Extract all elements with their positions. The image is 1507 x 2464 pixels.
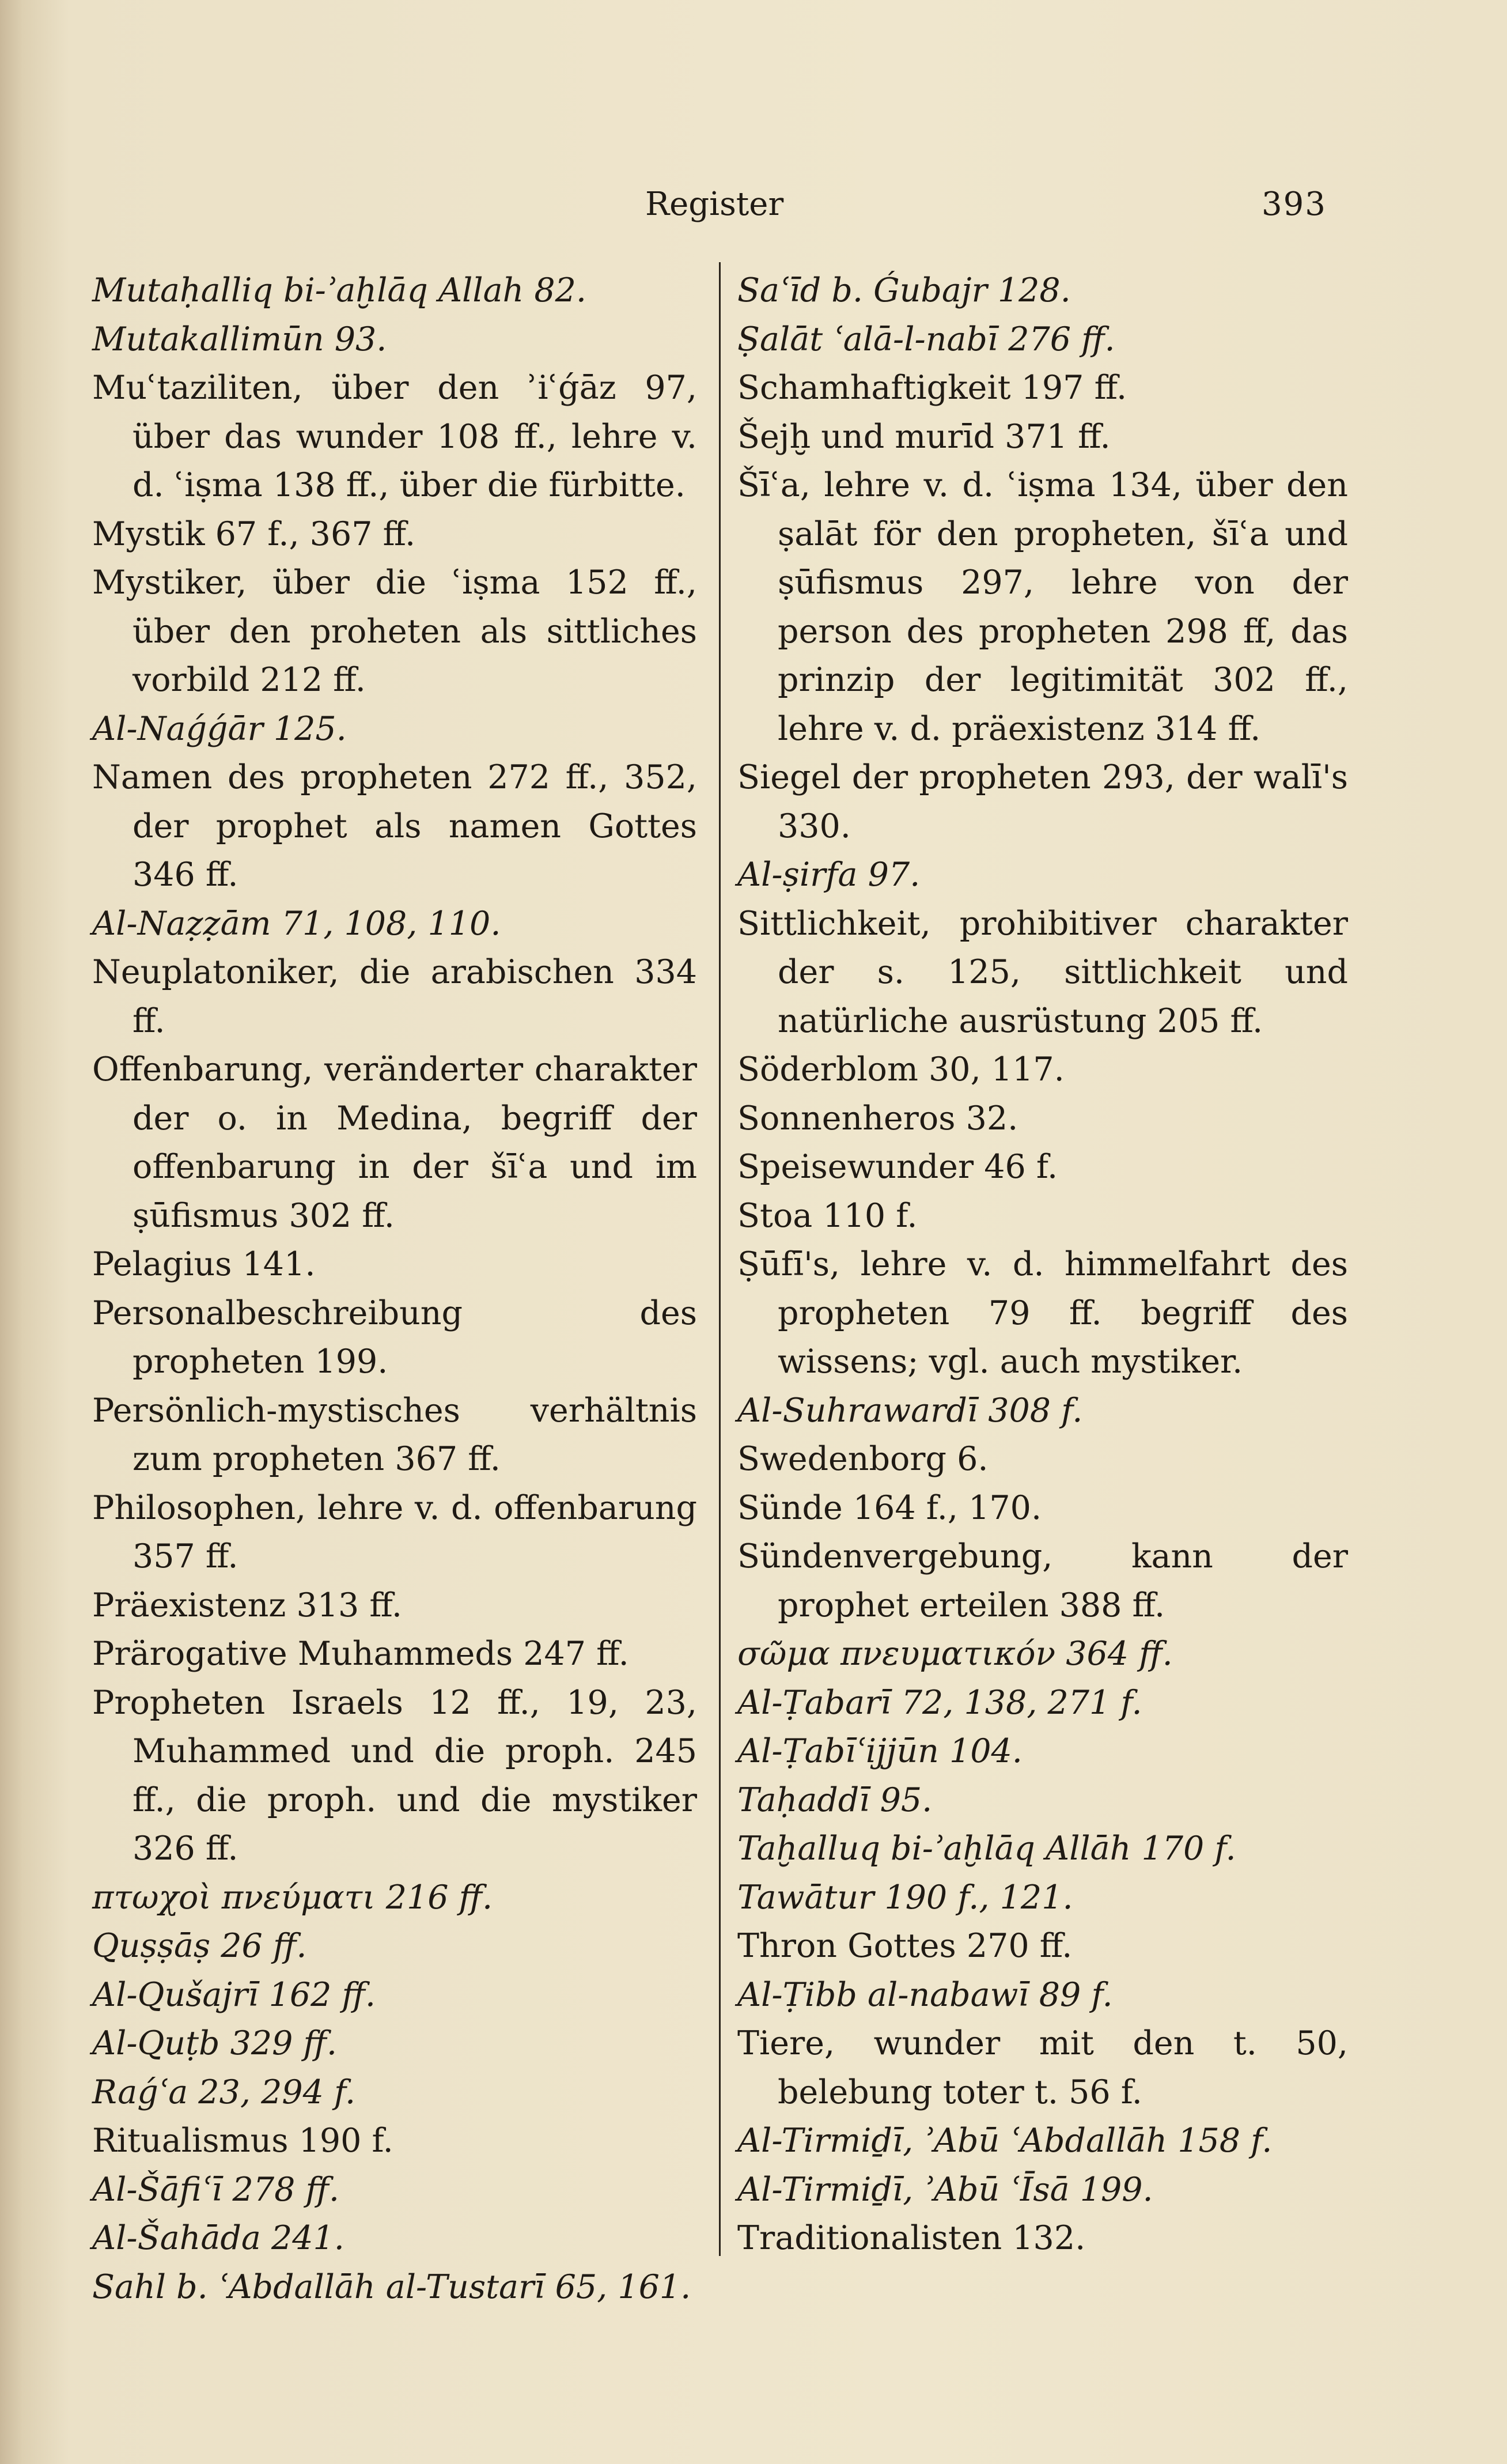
index-entry [92, 1484, 697, 1581]
index-column-right [737, 266, 1348, 2263]
index-entry [737, 461, 1348, 753]
index-entry [92, 948, 697, 1045]
index-entry-text: Al-Qušajrī 162 ff. [92, 1975, 376, 2014]
index-entry [92, 2214, 697, 2263]
index-entry-text: Al-Tirmiḏī, ʾAbū ʿĪsā 199. [737, 2170, 1153, 2209]
index-entry-text: Sünde 164 f., 170. [737, 1488, 1042, 1527]
index-entry-text: Mystik 67 f., 367 ff. [92, 515, 416, 553]
index-entry [92, 1630, 697, 1679]
index-entry [737, 1630, 1348, 1679]
index-entry-text: Stoa 110 f. [737, 1196, 918, 1235]
index-entry-text: Pelagius 141. [92, 1245, 316, 1283]
index-entry-text: Tawātur 190 f., 121. [737, 1878, 1073, 1917]
index-entry-text: Ritualismus 190 f. [92, 2122, 393, 2160]
index-entry [92, 2019, 697, 2068]
index-entry [737, 2117, 1348, 2166]
index-entry [92, 1581, 697, 1630]
index-entry [92, 1922, 697, 1971]
index-entry [737, 413, 1348, 462]
index-entry-text: Mystiker, über die ʿiṣma 152 ff., über den proheten als sittliches vorbild 212 ff. [92, 564, 697, 699]
index-entry [737, 2166, 1348, 2214]
index-column-left [92, 266, 697, 2311]
index-entry-text: Šejḫ und murīd 371 ff. [737, 417, 1111, 456]
index-entry-text: Persönlich-mystisches verhältnis zum propheten 367 ff. [92, 1391, 697, 1478]
index-entry-text: Al-Ṭabarī 72, 138, 271 f. [737, 1683, 1142, 1722]
index-entry [92, 1971, 697, 2020]
index-entry [737, 1435, 1348, 1484]
index-entry [737, 1143, 1348, 1192]
index-entry [92, 2117, 697, 2166]
index-entry [92, 1045, 697, 1240]
index-entry [737, 1192, 1348, 1241]
index-entry [737, 1386, 1348, 1435]
index-entry [737, 266, 1348, 315]
index-entry [737, 2214, 1348, 2263]
index-entry-text: Thron Gottes 270 ff. [737, 1927, 1073, 1965]
index-entry [737, 851, 1348, 900]
index-entry [92, 266, 697, 315]
index-entry-text: Taḥaddī 95. [737, 1781, 933, 1819]
index-entry [737, 1484, 1348, 1533]
index-entry [92, 1386, 697, 1484]
index-entry [737, 2019, 1348, 2117]
index-entry-text: Speisewunder 46 f. [737, 1148, 1058, 1186]
index-entry-text: Traditionalisten 132. [737, 2219, 1086, 2257]
index-entry [92, 2068, 697, 2117]
index-entry-text: Al-Šahāda 241. [92, 2219, 344, 2257]
index-entry-text: Al-Tirmiḏī, ʾAbū ʿAbdallāh 158 f. [737, 2122, 1273, 2160]
index-entry-text: Šīʿa, lehre v. d. ʿiṣma 134, über den ṣalāt för den propheten, šīʿa und ṣūfismus 297, lehre von der person des propheten 298 ff, das prinzip der legitimität 302 ff., lehre v. d. präexistenz 314 ff. [737, 466, 1348, 748]
index-entry-text: Siegel der propheten 293, der walī's 330. [737, 758, 1348, 845]
index-entry-text: Swedenborg 6. [737, 1440, 989, 1478]
index-entry-text: Söderblom 30, 117. [737, 1050, 1065, 1089]
index-entry [92, 558, 697, 705]
index-entry-text: Al-Ṭibb al-nabawī 89 f. [737, 1975, 1113, 2014]
index-entry-text: Saʿīd b. Ǵubajr 128. [737, 271, 1071, 309]
index-entry [737, 1679, 1348, 1728]
index-entry [737, 364, 1348, 413]
index-entry-text: Mutakallimūn 93. [92, 320, 387, 358]
index-entry [737, 1045, 1348, 1094]
index-entry [92, 1873, 697, 1922]
page-number: 393 [1262, 186, 1327, 223]
index-entry-text: Tiere, wunder mit den t. 50, belebung toter t. 56 f. [737, 2024, 1348, 2111]
index-entry [92, 1679, 697, 1873]
index-entry-text: Taḫalluq bi-ʾaḫlāq Allāh 170 f. [737, 1830, 1236, 1868]
index-entry-text: Sonnenheros 32. [737, 1099, 1018, 1137]
index-entry [92, 1240, 697, 1289]
index-entry [737, 1094, 1348, 1143]
index-entry-text: Namen des propheten 272 ff., 352, der prophet als namen Gottes 346 ff. [92, 758, 697, 894]
index-entry [737, 753, 1348, 851]
index-entry [737, 315, 1348, 364]
index-entry-text: Offenbarung, veränderter charakter der o. in Medina, begriff der offenbarung in der šīʿa und im ṣūfismus 302 ff. [92, 1050, 697, 1235]
index-entry-text: Ṣalāt ʿalā-l-nabī 276 ff. [737, 320, 1115, 358]
index-entry-text: Sündenvergebung, kann der prophet erteilen 388 ff. [737, 1537, 1348, 1624]
index-entry-text: Al-ṣirfa 97. [737, 856, 921, 894]
index-entry-text: σῶμα πνευματικόν 364 ff. [737, 1635, 1173, 1673]
index-entry-text: Muʿtaziliten, über den ʾiʿǵāz 97, über das wunder 108 ff., lehre v. d. ʿiṣma 138 ff., über die fürbitte. [92, 369, 697, 504]
index-entry-text: Sahl b. ʿAbdallāh al-Tustarī 65, 161. [92, 2268, 691, 2306]
index-entry [92, 753, 697, 900]
index-entry-text: Al-Ṭabīʿijjūn 104. [737, 1732, 1023, 1770]
index-entry-text: Propheten Israels 12 ff., 19, 23, Muhammed und die proph. 245 ff., die proph. und die mystiker 326 ff. [92, 1683, 697, 1868]
index-entry-text: Schamhaftigkeit 197 ff. [737, 369, 1127, 407]
index-entry [737, 1922, 1348, 1971]
index-entry-text: Personalbeschreibung des propheten 199. [92, 1294, 697, 1381]
index-entry-text: Mutaḥalliq bi-ʾaḫlāq Allah 82. [92, 271, 587, 309]
index-entry [737, 1873, 1348, 1922]
index-entry [92, 900, 697, 948]
index-entry [92, 510, 697, 559]
index-entry-text: Al-Suhrawardī 308 f. [737, 1391, 1083, 1430]
index-entry [737, 1240, 1348, 1386]
index-entry [92, 315, 697, 364]
index-entry-text: Prärogative Muhammeds 247 ff. [92, 1635, 629, 1673]
index-entry [737, 1971, 1348, 2020]
index-entry [737, 1776, 1348, 1825]
index-entry [737, 1727, 1348, 1776]
index-entry [92, 1289, 697, 1386]
column-divider [719, 262, 721, 2256]
index-entry [92, 2263, 697, 2312]
index-entry-text: Al-Naǵǵār 125. [92, 709, 347, 748]
index-entry-text: Al-Quṭb 329 ff. [92, 2024, 338, 2062]
index-entry-text: Ṣūfī's, lehre v. d. himmelfahrt des propheten 79 ff. begriff des wissens; vgl. auch mystiker. [737, 1245, 1348, 1381]
index-entry-text: Sittlichkeit, prohibitiver charakter der s. 125, sittlichkeit und natürliche ausrüstung 205 ff. [737, 904, 1348, 1040]
index-entry [737, 1824, 1348, 1873]
index-entry [737, 900, 1348, 1046]
index-entry-text: Neuplatoniker, die arabischen 334 ff. [92, 953, 697, 1040]
index-entry-text: Al-Naẓẓām 71, 108, 110. [92, 904, 501, 943]
running-head: Register [645, 186, 784, 223]
index-entry [737, 1532, 1348, 1630]
index-entry-text: Philosophen, lehre v. d. offenbarung 357 ff. [92, 1488, 697, 1575]
index-entry [92, 364, 697, 510]
index-entry [92, 2166, 697, 2214]
index-entry-text: πτωχοὶ πνεύματι 216 ff. [92, 1878, 493, 1917]
index-entry-text: Quṣṣāṣ 26 ff. [92, 1927, 307, 1965]
index-entry [92, 705, 697, 754]
page-header [0, 186, 1507, 226]
index-entry-text: Präexistenz 313 ff. [92, 1586, 402, 1624]
index-entry-text: Al-Šāfiʿī 278 ff. [92, 2170, 339, 2209]
index-entry-text: Raǵʿa 23, 294 f. [92, 2073, 356, 2111]
